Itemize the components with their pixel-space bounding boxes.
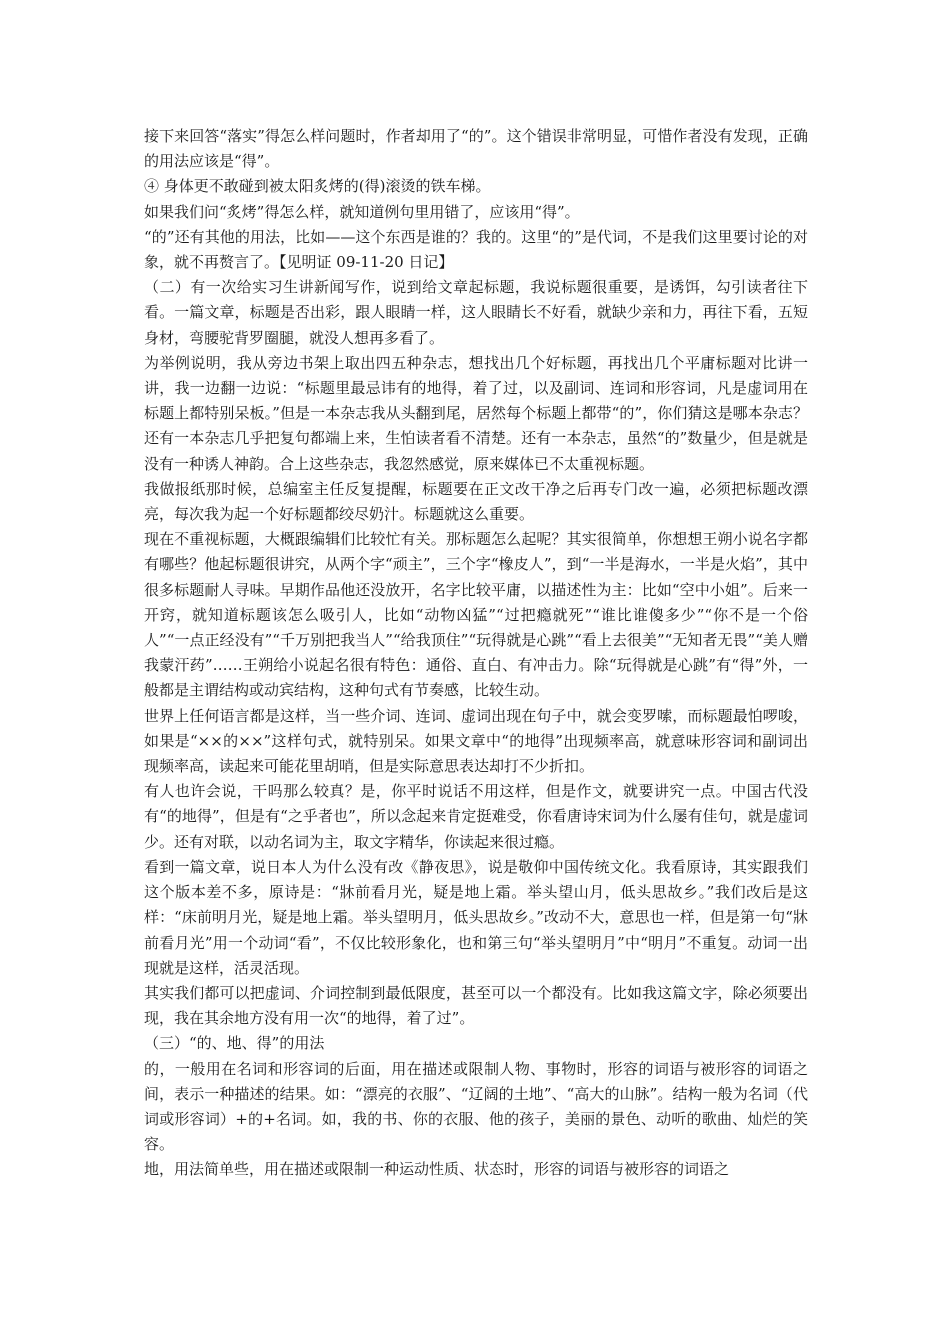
paragraph: 为举例说明，我从旁边书架上取出四五种杂志，想找出几个好标题，再找出几个平庸标题对比讲一讲，我一边翻一边说：“标题里最忌讳有的地得，着了过，以及副词、连词和形容词，凡是虚词用在标题上都特别呆板。”但是一本杂志我从头翻到尾，居然每个标题上都带“的”，你们猜这是哪本杂志？还有一本杂志几乎把复句都端上来，生怕读者看不清楚。还有一本杂志，虽然“的”数量少，但是就是没有一种诱人神韵。合上这些杂志，我忽然感觉，原来媒体已不太重视标题。 — [144, 353, 808, 473]
paragraph: 看到一篇文章，说日本人为什么没有改《静夜思》，说是敬仰中国传统文化。我看原诗，其实跟我们这个版本差不多，原诗是：“牀前看月光，疑是地上霜。举头望山月，低头思故乡。”我们改后是这样：“床前明月光，疑是地上霜。举头望明月，低头思故乡。”改动不大，意思也一样，但是第一句“牀前看月光”用一个动词“看”，不仅比较形象化，也和第三句“举头望明月”中“明月”不重复。动词一出现就是这样，活灵活现。 — [144, 857, 808, 977]
paragraph: 如果我们问“炙烤”得怎么样，就知道例句里用错了，应该用“得”。 — [144, 202, 580, 221]
paragraph: “的”还有其他的用法，比如——这个东西是谁的？我的。这里“的”是代词，不是我们这里要讨论的对象，就不再赘言了。【见明证 09-11-20 日记】 — [144, 227, 808, 272]
paragraph: 世界上任何语言都是这样，当一些介词、连词、虚词出现在句子中，就会变罗嗦，而标题最怕啰唆，如果是“××的××”这样句式，就特别呆。如果文章中“的地得”出现频率高，就意味形容词和副词出现频率高，读起来可能花里胡哨，但是实际意思表达却打不少折扣。 — [144, 706, 808, 776]
section-heading: （三）“的、地、得”的用法 — [144, 1034, 325, 1053]
paragraph: 我做报纸那时候，总编室主任反复提醒，标题要在正文改干净之后再专门改一遍，必须把标题改漂亮，每次我为起一个好标题都绞尽奶汁。标题就这么重要。 — [144, 479, 808, 524]
paragraph: 其实我们都可以把虚词、介词控制到最低限度，甚至可以一个都没有。比如我这篇文字，除必须要出现，我在其余地方没有用一次“的地得，着了过”。 — [144, 983, 808, 1028]
paragraph: 地，用法简单些，用在描述或限制一种运动性质、状态时，形容的词语与被形容的词语之 — [144, 1160, 730, 1179]
paragraph: 有人也许会说，干吗那么较真？是，你平时说话不用这样，但是作文，就要讲究一点。中国古代没有“的地得”，但是有“之乎者也”，所以念起来肯定挺难受，你看唐诗宋词为什么屡有佳句，就是虚词少。还有对联，以动名词为主，取文字精华，你读起来很过瘾。 — [144, 782, 808, 851]
document-body — [144, 124, 808, 1183]
paragraph: （二）有一次给实习生讲新闻写作，说到给文章起标题，我说标题很重要，是诱饵，勾引读者往下看。一篇文章，标题是否出彩，跟人眼睛一样，这人眼睛长不好看，就缺少亲和力，再往下看，五短身材，弯腰驼背罗圈腿，就没人想再多看了。 — [144, 278, 808, 347]
paragraph: 现在不重视标题，大概跟编辑们比较忙有关。那标题怎么起呢？其实很简单，你想想王朔小说名字都有哪些？他起标题很讲究，从两个字“顽主”，三个字“橡皮人”，到“一半是海水，一半是火焰”，其中很多标题耐人寻味。早期作品他还没放开，名字比较平庸，以描述性为主：比如“空中小姐”。后来一开窍，就知道标题该怎么吸引人，比如“动物凶猛”“过把瘾就死”“谁比谁傻多少”“你不是一个俗人”“一点正经没有”“千万别把我当人”“给我顶住”“玩得就是心跳”“看上去很美”“无知者无畏”“美人赠我蒙汗药”……王朔给小说起名很有特色：通俗、直白、有冲击力。除“玩得就是心跳”有“得”外，一般都是主谓结构或动宾结构，这种句式有节奏感，比较生动。 — [144, 530, 808, 700]
paragraph: ④ 身体更不敢碰到被太阳炙烤的(得)滚烫的铁车梯。 — [144, 177, 491, 196]
paragraph: 的，一般用在名词和形容词的后面，用在描述或限制人物、事物时，形容的词语与被形容的词语之间，表示一种描述的结果。如：“漂亮的衣服”、“辽阔的土地”、“高大的山脉”。结构一般为名词（代词或形容词）+的+名词。如，我的书、你的衣服、他的孩子，美丽的景色、动听的歌曲、灿烂的笑容。 — [144, 1059, 808, 1154]
paragraph: 接下来回答“落实”得怎么样问题时，作者却用了“的”。这个错误非常明显，可惜作者没有发现，正确的用法应该是“得”。 — [144, 127, 808, 171]
